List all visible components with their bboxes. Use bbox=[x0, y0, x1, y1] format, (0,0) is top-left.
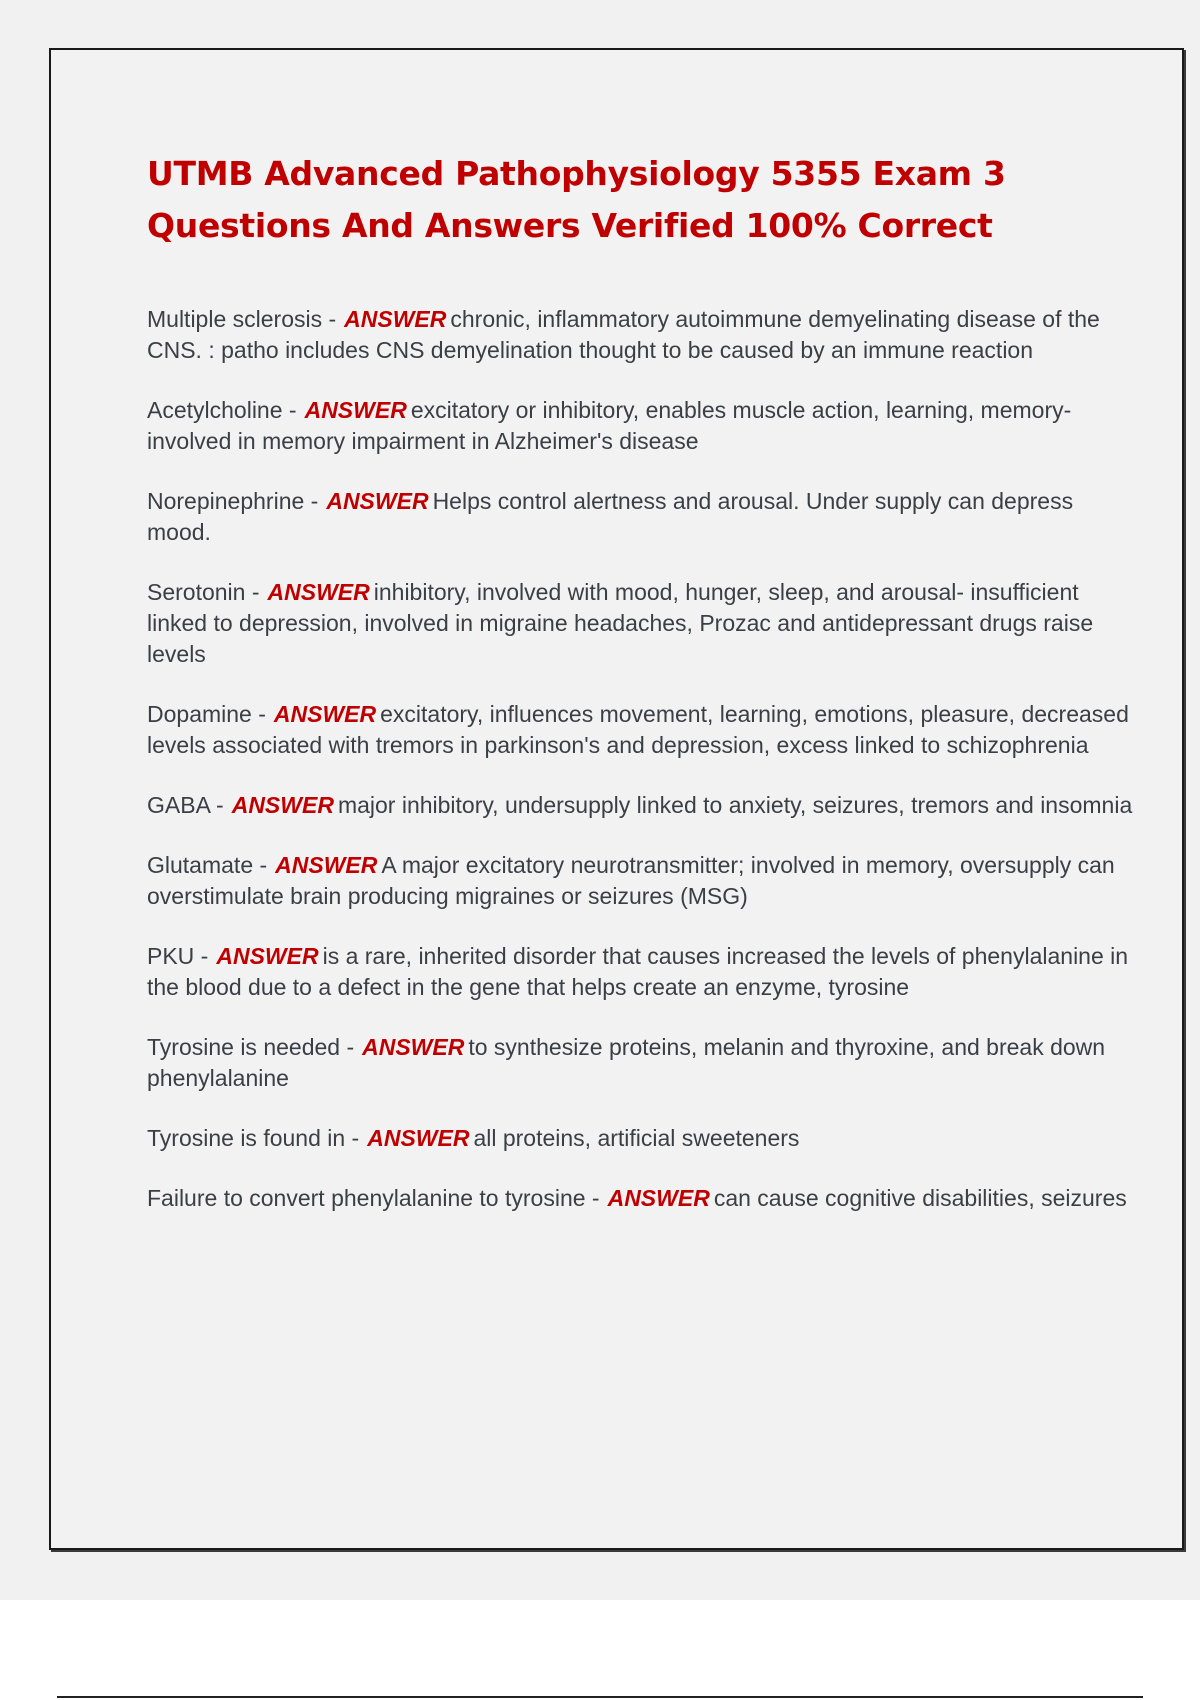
document-title bbox=[147, 148, 1047, 252]
document-page bbox=[49, 48, 1184, 1550]
answer-marker: ANSWER bbox=[326, 488, 429, 514]
question-text: GABA - bbox=[147, 792, 224, 818]
answer-marker: ANSWER bbox=[231, 792, 334, 818]
question-text: Dopamine - bbox=[147, 701, 266, 727]
answer-text: major inhibitory, undersupply linked to anxiety, seizures, tremors and insomnia bbox=[337, 792, 1133, 818]
answer-text: excitatory, influences movement, learning, emotions, pleasure, decreased levels associated with tremors in parkinson's and depression, excess linked to schizophrenia bbox=[147, 701, 1129, 758]
answer-marker: ANSWER bbox=[362, 1034, 465, 1060]
answer-text: inhibitory, involved with mood, hunger, sleep, and arousal- insufficient linked to depression, involved in migraine headaches, Prozac and antidepressant drugs raise levels bbox=[147, 579, 1094, 667]
question-text: Glutamate - bbox=[147, 852, 268, 878]
answer-text: can cause cognitive disabilities, seizures bbox=[713, 1185, 1127, 1211]
answer-marker: ANSWER bbox=[267, 579, 370, 605]
answer-marker: ANSWER bbox=[275, 852, 378, 878]
answer-marker: ANSWER bbox=[367, 1125, 470, 1151]
answer-text: to synthesize proteins, melanin and thyroxine, and break down phenylalanine bbox=[147, 1034, 1106, 1091]
qa-item-phenylalanine-conversion bbox=[147, 1183, 1137, 1214]
question-text: Norepinephrine - bbox=[147, 488, 319, 514]
question-text: Tyrosine is needed - bbox=[147, 1034, 355, 1060]
qa-item-glutamate bbox=[147, 850, 1137, 912]
question-text: PKU - bbox=[147, 943, 209, 969]
question-text: Failure to convert phenylalanine to tyrosine - bbox=[147, 1185, 600, 1211]
answer-text: Helps control alertness and arousal. Under supply can depress mood. bbox=[147, 488, 1074, 545]
answer-text: chronic, inflammatory autoimmune demyelinating disease of the CNS. : patho includes CNS demyelination thought to be caused by an immune reaction bbox=[147, 306, 1100, 363]
title-line-1: UTMB Advanced Pathophysiology 5355 Exam 3 bbox=[147, 154, 1006, 193]
answer-marker: ANSWER bbox=[344, 306, 447, 332]
question-text: Multiple sclerosis - bbox=[147, 306, 337, 332]
qa-item-tyrosine-found bbox=[147, 1123, 1137, 1154]
answer-text: A major excitatory neurotransmitter; involved in memory, oversupply can overstimulate brain producing migraines or seizures (MSG) bbox=[147, 852, 1115, 909]
footer-divider bbox=[57, 1696, 1143, 1698]
qa-item-gaba bbox=[147, 790, 1137, 821]
answer-marker: ANSWER bbox=[607, 1185, 710, 1211]
question-text: Tyrosine is found in - bbox=[147, 1125, 360, 1151]
qa-item-tyrosine-needed bbox=[147, 1032, 1137, 1094]
answer-text: is a rare, inherited disorder that causes increased the levels of phenylalanine in the blood due to a defect in the gene that helps create an enzyme, tyrosine bbox=[147, 943, 1129, 1000]
answer-marker: ANSWER bbox=[304, 397, 407, 423]
qa-item-serotonin bbox=[147, 577, 1137, 670]
qa-item-multiple-sclerosis bbox=[147, 304, 1137, 366]
title-line-2: Questions And Answers Verified 100% Correct bbox=[147, 206, 993, 245]
qa-item-dopamine bbox=[147, 699, 1137, 761]
qa-list bbox=[147, 304, 1137, 1243]
answer-text: all proteins, artificial sweeteners bbox=[473, 1125, 800, 1151]
qa-item-pku bbox=[147, 941, 1137, 1003]
question-text: Acetylcholine - bbox=[147, 397, 297, 423]
answer-text: excitatory or inhibitory, enables muscle action, learning, memory- involved in memory impairment in Alzheimer's disease bbox=[147, 397, 1072, 454]
question-text: Serotonin - bbox=[147, 579, 260, 605]
qa-item-norepinephrine bbox=[147, 486, 1137, 548]
answer-marker: ANSWER bbox=[216, 943, 319, 969]
answer-marker: ANSWER bbox=[273, 701, 377, 727]
qa-item-acetylcholine bbox=[147, 395, 1137, 457]
